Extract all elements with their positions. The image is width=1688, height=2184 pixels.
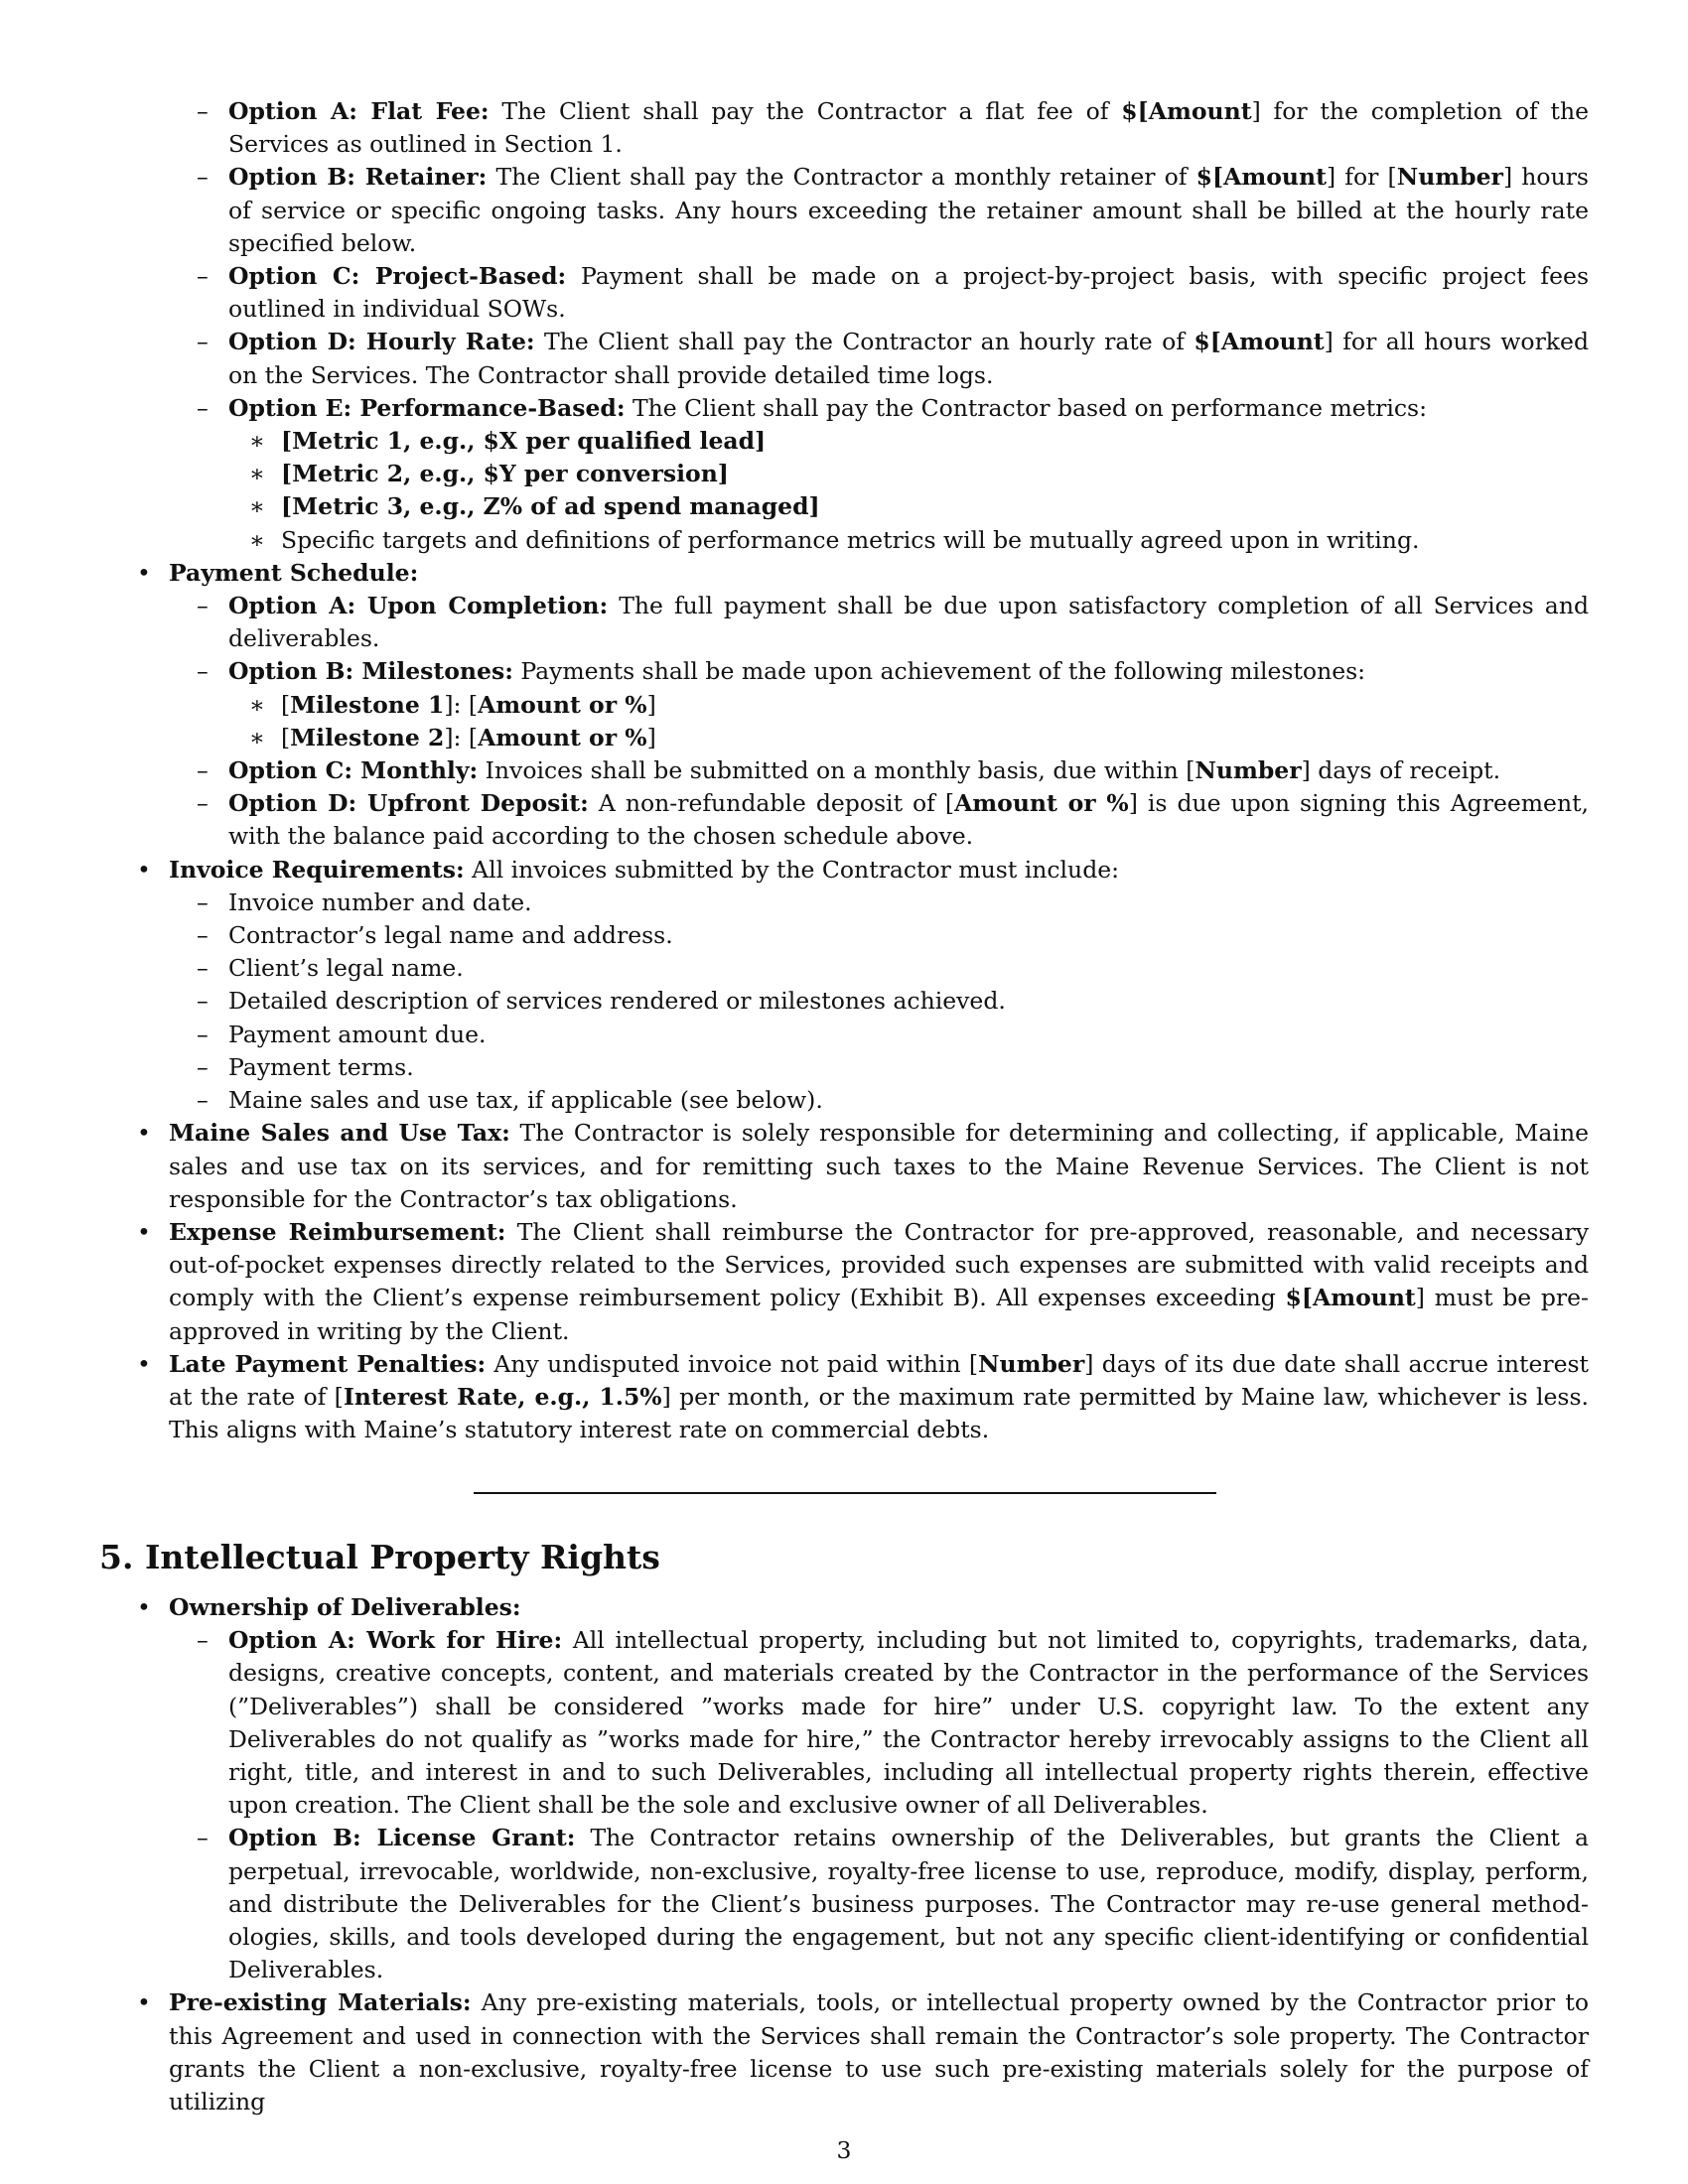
section-text: ] must be pre-approved in writing by the Client.: [169, 1284, 1589, 1345]
placeholder-amount: $[Amount: [1285, 1284, 1416, 1312]
placeholder-number: Number: [978, 1349, 1085, 1378]
metric-text: [Metric 2, e.g., $Y per conversion]: [281, 460, 729, 488]
bracket: ]: [: [444, 690, 479, 719]
tax-expense-late-list: [99, 1117, 1589, 1446]
option-label: Option D: Upfront Deposit:: [228, 789, 589, 818]
invoice-items-list: [99, 887, 1589, 1117]
metric-text: [Metric 3, e.g., Z% of ad spend managed]: [281, 492, 820, 521]
schedule-options-list: [99, 590, 1589, 689]
pre-existing-list: [99, 1986, 1589, 2118]
metric-text: [Metric 1, e.g., $X per qualified lead]: [281, 427, 767, 456]
section-text: Any pre-existing materials, tools, or intellectual property owned by the Contractor prior to this Agreement and used in connection with the Services shall remain the Contractor’s sole property. The Contractor grants the Client a non-exclusive, royalty-free license to use such pre-existing materials solely for the purpose of utilizing: [169, 1988, 1589, 2116]
option-text: The Client shall pay the Contractor an hourly rate of: [534, 328, 1195, 356]
placeholder-amount: $[Amount: [1196, 163, 1327, 192]
option-work-for-hire: [99, 1624, 1589, 1822]
option-performance-based: [99, 392, 1589, 425]
section-label: Expense Reimbursement:: [169, 1217, 506, 1246]
option-label: Option A: Upon Completion:: [228, 592, 609, 620]
metric-item: [99, 425, 1589, 458]
option-retainer: [99, 161, 1589, 260]
invoice-item: – Client’s legal name.: [99, 952, 1589, 985]
option-hourly-rate: [99, 326, 1589, 391]
placeholder-amount: $[Amount: [1121, 97, 1252, 125]
option-label: Option B: License Grant:: [228, 1824, 576, 1852]
invoice-item: – Payment amount due.: [99, 1019, 1589, 1051]
placeholder-number: Number: [1396, 163, 1503, 192]
option-text: ] for [: [1326, 163, 1397, 192]
option-text: Payment shall be made on a project-by-project basis, with specific project fees outlined in individual SOWs.: [228, 262, 1589, 324]
option-label: Option C: Project-Based:: [228, 262, 567, 291]
option-project-based: [99, 260, 1589, 326]
option-text: ] days of receipt.: [1301, 756, 1501, 785]
section-label: Late Payment Penalties:: [169, 1349, 487, 1378]
option-text: A non-refundable deposit of [: [588, 789, 955, 818]
option-text: The full payment shall be due upon satisfactory completion of all Services and deliverables.: [228, 592, 1589, 653]
section-text: Any undisputed invoice not paid within [: [486, 1349, 979, 1378]
option-label: Option B: Milestones:: [228, 657, 513, 686]
metric-item: [99, 524, 1589, 557]
late-payment-penalties: [99, 1348, 1589, 1447]
invoice-item: – Invoice number and date.: [99, 887, 1589, 919]
option-label: Option C: Monthly:: [228, 756, 479, 785]
section-5-heading: 5. Intellectual Property Rights: [99, 1538, 660, 1576]
section-label: Pre-existing Materials:: [169, 1988, 472, 2017]
ownership-heading: [99, 1591, 1589, 1624]
metric-item: [99, 458, 1589, 490]
schedule-option-completion: [99, 590, 1589, 655]
section-divider: [474, 1492, 1216, 1494]
metric-note: Specific targets and definitions of performance metrics will be mutually agreed upon in writing.: [281, 525, 1420, 554]
bracket: [: [281, 690, 291, 719]
section-text: ] per month, or the maximum rate permitted by Maine law, whichever is less. This aligns with Maine’s statutory interest rate on commercial debts.: [169, 1382, 1589, 1444]
option-text: Invoices shall be submitted on a monthly basis, due within [: [478, 756, 1196, 785]
maine-sales-tax: [99, 1117, 1589, 1216]
placeholder-number: Number: [1195, 756, 1302, 785]
placeholder-amount: Amount or %: [954, 789, 1129, 818]
invoice-requirements-list: [99, 854, 1589, 887]
option-label: Option D: Hourly Rate:: [228, 328, 535, 356]
option-text: The Client shall pay the Contractor based on performance metrics:: [625, 393, 1428, 422]
option-text: ] for the completion of the Services as outlined in Section 1.: [228, 97, 1590, 159]
option-text: ] for all hours worked on the Services. The Contractor shall provide detailed time logs.: [228, 328, 1589, 389]
schedule-options-list-2: [99, 754, 1589, 854]
page-number: 3: [836, 2136, 852, 2164]
schedule-option-monthly: [99, 754, 1589, 787]
bracket: [: [281, 723, 291, 751]
milestone-name: Milestone 2: [290, 723, 445, 751]
section-text: The Contractor is solely responsible for determining and collecting, if applicable, Maine sales and use tax on its services, and for remitting such taxes to the Maine Revenue Services. The Client is not responsible for the Contractor’s tax obligations.: [169, 1119, 1589, 1213]
bracket: ]: [646, 690, 656, 719]
milestone-item: [99, 689, 1589, 722]
option-license-grant: [99, 1822, 1589, 1986]
payment-schedule-heading: [99, 557, 1589, 590]
option-text: All intellectual property, including but not limited to, copyrights, trademarks, data, designs, creative concepts, content, and materials created by the Contractor in the performance of the Services (”Deliverables”) shall be considered ”works made for hire” under U.S. copyright law. To the extent any Deliverables do not qualify as ”works made for hire,” the Contractor hereby irrevocably assigns to the Client all right, title, and interest in and to such Deliverables, including all intellectual property rights therein, effective upon creation. The Client shall be the sole and exclusive owner of all Deliverables.: [228, 1626, 1589, 1820]
payment-terms-block: [99, 95, 1589, 1446]
invoice-item: – Detailed description of services rendered or milestones achieved.: [99, 985, 1589, 1018]
bracket: ]: [646, 723, 656, 751]
milestone-amount: Amount or %: [478, 690, 647, 719]
option-text: Payments shall be made upon achievement of the following milestones:: [512, 657, 1366, 686]
option-text: The Client shall pay the Contractor a monthly retainer of: [487, 163, 1196, 192]
payment-schedule-list: [99, 557, 1589, 590]
milestones-list: [99, 689, 1589, 754]
placeholder-interest-rate: Interest Rate, e.g., 1.5%: [343, 1382, 662, 1411]
invoice-item: – Contractor’s legal name and address.: [99, 919, 1589, 952]
option-text: ] is due upon signing this Agreement, with the balance paid according to the chosen schedule above.: [228, 789, 1589, 851]
milestone-amount: Amount or %: [478, 723, 647, 751]
milestone-item: [99, 722, 1589, 754]
pre-existing-materials: [99, 1986, 1589, 2118]
option-label: Option B: Retainer:: [228, 163, 488, 192]
schedule-option-milestones: [99, 655, 1589, 688]
schedule-option-deposit: [99, 787, 1589, 853]
section-text: All invoices submitted by the Contractor must include:: [464, 855, 1120, 884]
option-label: Option A: Work for Hire:: [228, 1626, 563, 1655]
metrics-list: [99, 425, 1589, 557]
option-text: The Client shall pay the Contractor a flat fee of: [489, 97, 1122, 125]
option-text: The Contractor retains ownership of the Deliverables, but grants the Client a perpetual, irrevocable, worldwide, non-exclusive, royalty-free license to use, reproduce, modify, display, perform, and distribute the Deliverables for the Client’s business purposes. The Contractor may re-use general methodologies, skills, and tools developed during the engagement, but not any specific client-identifying or confidential Deliverables.: [228, 1824, 1589, 1984]
invoice-item: – Payment terms.: [99, 1051, 1589, 1084]
option-label: Option E: Performance-Based:: [228, 393, 626, 422]
section-label: Maine Sales and Use Tax:: [169, 1119, 510, 1148]
section-label: Ownership of Deliverables:: [169, 1593, 521, 1621]
invoice-item: – Maine sales and use tax, if applicable (see below).: [99, 1084, 1589, 1117]
option-flat-fee: [99, 95, 1589, 161]
milestone-name: Milestone 1: [290, 690, 445, 719]
placeholder-amount: $[Amount: [1194, 328, 1325, 356]
option-label: Option A: Flat Fee:: [228, 97, 490, 125]
ip-rights-block: [99, 1591, 1589, 2118]
section-text: ] days of its due date shall accrue interest at the rate of [: [169, 1349, 1589, 1411]
section-text: The Client shall reimburse the Contractor for pre-approved, reasonable, and necessary out-of-pocket expenses directly related to the Services, provided such expenses are submitted with valid receipts and comply with the Client’s expense reimbursement policy (Exhibit B). All expenses exceeding: [169, 1217, 1589, 1312]
payment-options-list: [99, 95, 1589, 425]
ownership-list: [99, 1591, 1589, 1624]
invoice-requirements: [99, 854, 1589, 887]
section-label: Payment Schedule:: [169, 558, 419, 587]
option-text: ] hours of service or specific ongoing tasks. Any hours exceeding the retainer amount shall be billed at the hourly rate specified below.: [228, 163, 1589, 257]
bracket: ]: [: [444, 723, 479, 751]
ownership-options-list: [99, 1624, 1589, 1986]
section-label: Invoice Requirements:: [169, 855, 465, 884]
expense-reimbursement: [99, 1216, 1589, 1348]
metric-item: [99, 490, 1589, 523]
